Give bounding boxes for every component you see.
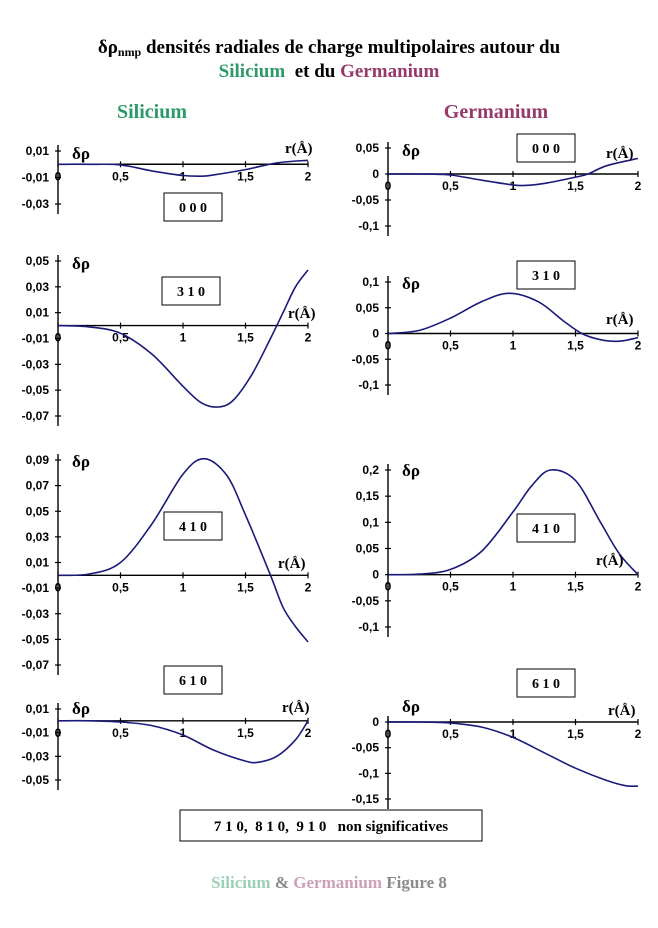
y-tick-label: -0,01 [21, 331, 49, 346]
x-tick-label: 2 [634, 727, 642, 741]
y-tick-label: -0,1 [358, 620, 379, 634]
y-axis-label: δρ [72, 144, 90, 163]
caption-figure: Figure 8 [382, 873, 447, 892]
chart-germanium-410 [352, 461, 642, 637]
y-tick-label: 0,03 [25, 529, 49, 544]
x-tick-label: 0 [384, 179, 392, 193]
x-tick-label: 2 [304, 725, 312, 740]
y-tick-label: 0,03 [25, 279, 49, 294]
y-tick-label: -0,05 [21, 632, 49, 647]
y-axis-label: δρ [72, 254, 90, 273]
charts-layer [22, 134, 642, 809]
x-tick-label: 0,5 [442, 179, 459, 193]
x-tick-label: 0 [54, 169, 62, 184]
x-tick-label: 1 [179, 330, 187, 345]
x-tick-label: 2 [634, 179, 642, 193]
chart-germanium-000 [352, 134, 642, 236]
x-tick-label: 0,5 [112, 725, 129, 740]
y-tick-label: 0 [372, 167, 379, 181]
x-tick-label: 0,5 [442, 338, 459, 353]
chart-silicium-310 [22, 254, 316, 426]
y-axis-label: δρ [402, 697, 420, 716]
x-tick-label: 1,5 [237, 725, 254, 740]
y-tick-label: -0,15 [351, 792, 379, 806]
caption-germanium: Germanium [293, 873, 383, 892]
x-axis-label: r(Å) [278, 556, 306, 572]
multipole-index-label: 3 1 0 [177, 285, 205, 300]
y-tick-label: 0 [372, 567, 379, 582]
y-tick-label: 0,01 [25, 702, 49, 716]
x-tick-label: 1 [179, 169, 187, 184]
title-line-1 [98, 37, 561, 59]
x-tick-label: 1,5 [567, 579, 584, 594]
x-tick-label: 1 [509, 179, 517, 193]
chart-germanium-610 [352, 669, 642, 809]
x-tick-label: 2 [304, 169, 312, 184]
multipole-index-label: 0 0 0 [179, 201, 207, 216]
x-tick-label: 1,5 [567, 727, 584, 741]
x-tick-label: 0,5 [442, 579, 459, 594]
x-tick-label: 1,5 [237, 580, 254, 595]
y-tick-label: -0,05 [351, 193, 379, 207]
y-tick-label: -0,03 [21, 606, 49, 621]
multipole-index-label: 6 1 0 [179, 674, 207, 689]
y-tick-label: -0,1 [358, 378, 379, 392]
x-tick-label: 2 [634, 338, 642, 353]
x-tick-label: 1 [179, 580, 187, 595]
x-tick-label: 0,5 [442, 727, 459, 741]
x-tick-label: 2 [634, 579, 642, 594]
title-symbol: δρ [97, 37, 118, 58]
chart-silicium-610 [22, 666, 312, 790]
series-line [58, 459, 308, 642]
x-axis-label: r(Å) [606, 146, 634, 162]
y-tick-label: -0,05 [351, 593, 379, 608]
y-tick-label: 0 [372, 715, 379, 729]
x-tick-label: 1 [509, 727, 517, 741]
x-tick-label: 1,5 [237, 169, 254, 184]
title-line-2 [219, 61, 440, 82]
title-germanium: Germanium [340, 61, 440, 82]
x-tick-label: 0 [54, 330, 62, 345]
title-connector: et du [285, 61, 341, 82]
x-axis-label: r(Å) [596, 553, 624, 569]
x-tick-label: 0,5 [112, 330, 129, 345]
y-axis-label: δρ [402, 141, 420, 160]
multipole-index-label: 6 1 0 [532, 677, 560, 692]
y-tick-label: -0,05 [351, 740, 379, 755]
y-tick-label: -0,05 [21, 773, 49, 787]
y-tick-label: 0,1 [362, 515, 379, 530]
x-tick-label: 0 [384, 727, 392, 741]
y-tick-label: 0,01 [25, 144, 49, 158]
chart-silicium-410 [22, 452, 312, 675]
y-tick-label: 0,01 [25, 555, 49, 570]
x-axis-label: r(Å) [606, 312, 634, 328]
y-axis-label: δρ [402, 274, 420, 293]
x-axis-label: r(Å) [608, 703, 636, 719]
x-tick-label: 0 [384, 579, 392, 594]
y-tick-label: -0,07 [21, 409, 49, 423]
y-axis-label: δρ [402, 461, 420, 480]
multipole-index-label: 4 1 0 [179, 520, 207, 535]
x-tick-label: 2 [304, 580, 312, 595]
x-axis-label: r(Å) [288, 306, 316, 322]
y-tick-label: 0,01 [25, 305, 49, 320]
y-tick-label: -0,03 [21, 197, 49, 211]
y-tick-label: -0,1 [358, 219, 379, 233]
y-tick-label: 0,09 [25, 453, 49, 467]
chart-germanium-310 [352, 261, 642, 395]
caption [211, 873, 447, 892]
multipole-index-label: 0 0 0 [532, 142, 560, 157]
multipole-index-label: 4 1 0 [532, 522, 560, 537]
y-axis-label: δρ [72, 452, 90, 471]
x-axis-label: r(Å) [285, 141, 313, 157]
y-tick-label: 0 [372, 326, 379, 341]
x-tick-label: 1 [509, 579, 517, 594]
title-text: densités radiales de charge multipolaires autour du [141, 37, 561, 58]
footer-note: 7 1 0, 8 1 0, 9 1 0 non significatives [213, 819, 449, 835]
x-tick-label: 1 [179, 725, 187, 740]
y-tick-label: 0,05 [355, 141, 379, 155]
x-tick-label: 0 [54, 580, 62, 595]
x-tick-label: 0 [54, 725, 62, 740]
x-tick-label: 0 [384, 338, 392, 353]
y-tick-label: 0,1 [362, 275, 379, 289]
y-tick-label: 0,15 [355, 489, 379, 504]
title-silicium: Silicium [218, 61, 286, 82]
y-tick-label: -0,03 [21, 749, 49, 764]
y-tick-label: 0,05 [25, 254, 49, 268]
column-header-silicium: Silicium [116, 101, 188, 123]
y-tick-label: 0,05 [355, 300, 379, 315]
x-tick-label: 0,5 [112, 169, 129, 184]
y-axis-label: δρ [72, 699, 90, 718]
x-tick-label: 1,5 [567, 338, 584, 353]
multipole-index-label: 3 1 0 [532, 269, 560, 284]
caption-ampersand: & [270, 873, 294, 892]
y-tick-label: -0,01 [21, 581, 49, 596]
column-header-germanium: Germanium [443, 101, 549, 123]
chart-silicium-000 [22, 141, 313, 221]
title-subscript: nmp [117, 45, 142, 59]
y-tick-label: 0,05 [355, 541, 379, 556]
y-tick-label: -0,1 [358, 766, 379, 781]
x-tick-label: 1,5 [567, 179, 584, 193]
y-tick-label: -0,07 [21, 658, 49, 672]
x-tick-label: 1,5 [237, 330, 254, 345]
y-tick-label: -0,01 [21, 170, 49, 185]
x-tick-label: 2 [304, 330, 312, 345]
y-tick-label: -0,05 [21, 383, 49, 398]
y-tick-label: -0,01 [21, 725, 49, 740]
y-tick-label: -0,05 [351, 352, 379, 367]
y-tick-label: 0,2 [362, 463, 379, 477]
x-tick-label: 1 [509, 338, 517, 353]
x-tick-label: 0,5 [112, 580, 129, 595]
y-tick-label: 0,07 [25, 478, 49, 493]
y-tick-label: 0,05 [25, 504, 49, 519]
y-tick-label: -0,03 [21, 357, 49, 372]
x-axis-label: r(Å) [282, 700, 310, 716]
caption-silicium: Silicium [211, 873, 271, 892]
